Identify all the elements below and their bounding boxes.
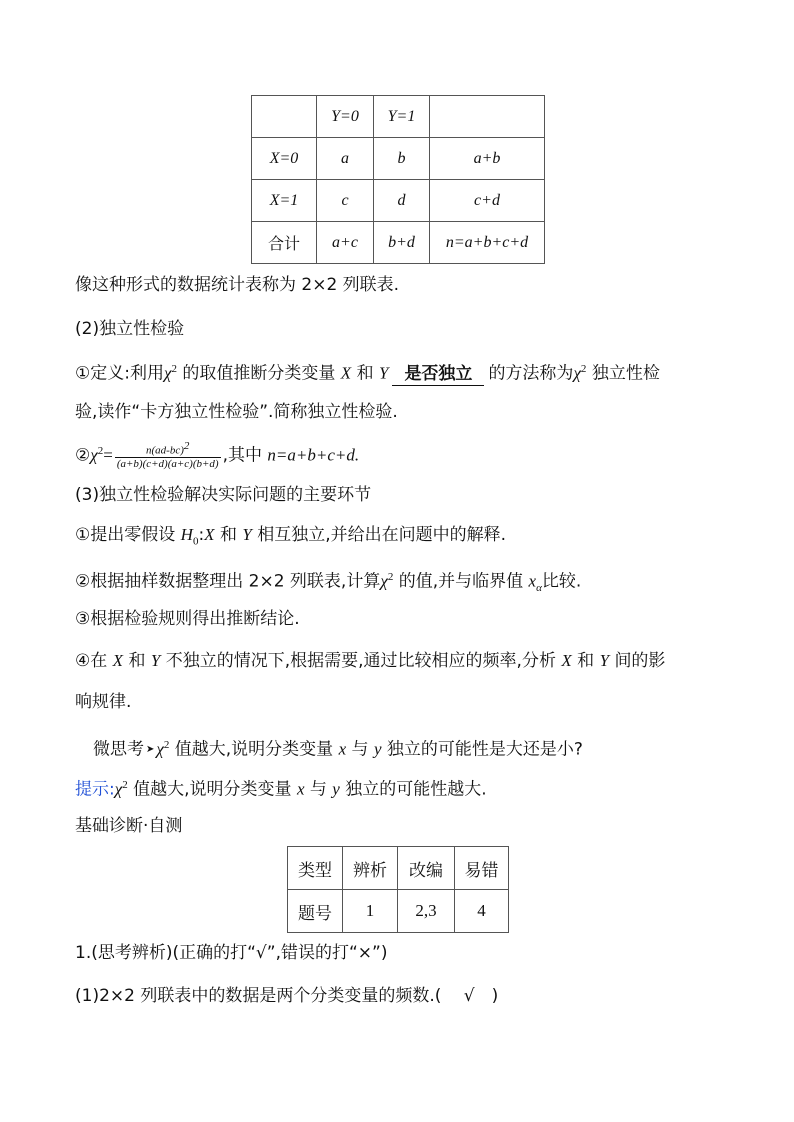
chi-square-fraction <box>115 440 221 472</box>
think-label: 微思考 <box>93 739 144 760</box>
text-span: ,其中 <box>222 445 262 466</box>
triangle-arrow-icon: ➤ <box>146 743 155 755</box>
text-span: 与 <box>351 739 369 760</box>
table-cell: c <box>317 180 374 222</box>
table-cell: d <box>374 180 430 222</box>
text-span: 值越大,说明分类变量 <box>174 739 334 760</box>
text-line: 验,读作“卡方独立性检验”.简称独立性检验. <box>75 402 398 422</box>
question-line: (1)2×2 列联表中的数据是两个分类变量的频数.( √ ) <box>75 986 499 1006</box>
subscript: α <box>536 582 542 595</box>
text-line: 响规律. <box>75 692 132 712</box>
var-x: x <box>338 739 347 759</box>
text-span: 的值,并与临界值 <box>398 571 524 592</box>
table-row <box>252 96 545 138</box>
chi-symbol: χ <box>156 739 164 759</box>
table-cell: n=a+b+c+d <box>430 222 545 264</box>
var-y: Y <box>242 525 252 544</box>
subscript: 0 <box>192 535 199 548</box>
chi-symbol: χ <box>380 571 388 591</box>
table-cell: b+d <box>374 222 430 264</box>
table-cell: 4 <box>455 890 509 933</box>
text-span: 的取值推断分类变量 <box>182 363 336 384</box>
text-span: 比较. <box>541 571 582 592</box>
var-x: x <box>296 779 305 799</box>
contingency-table <box>251 95 545 264</box>
text-span: 与 <box>309 779 327 800</box>
table-cell <box>252 96 317 138</box>
var-x: X <box>561 651 572 670</box>
table-row <box>252 180 545 222</box>
table-row <box>288 847 509 890</box>
var-y: y <box>332 779 340 799</box>
section-heading: 基础诊断·自测 <box>75 816 183 836</box>
text-span: ② <box>75 445 91 466</box>
text-span: ①定义:利用 <box>75 363 164 384</box>
table-cell: 1 <box>343 890 398 933</box>
step-line: ③根据检验规则得出推断结论. <box>75 609 300 629</box>
equals-sign: = <box>103 445 113 465</box>
question-line: 1.(思考辨析)(正确的打“√”,错误的打“×”) <box>75 943 388 963</box>
table-cell: 改编 <box>398 847 455 890</box>
definition-line <box>75 358 660 386</box>
text-span: 和 <box>356 363 374 384</box>
superscript: 2 <box>122 779 128 791</box>
text-span: ①提出零假设 <box>75 525 176 545</box>
step-line <box>75 524 506 552</box>
var-y: y <box>373 739 382 759</box>
var-y: Y <box>599 651 610 670</box>
section-heading: (3)独立性检验解决实际问题的主要环节 <box>75 485 372 505</box>
chi-symbol: χ <box>163 363 172 383</box>
table-cell: X=1 <box>252 180 317 222</box>
table-cell: 易错 <box>455 847 509 890</box>
text-span: 独立性检 <box>591 363 660 384</box>
table-cell <box>430 96 545 138</box>
formula-n: n=a+b+c+d. <box>267 445 360 465</box>
superscript: 2 <box>97 445 104 457</box>
hint-answer <box>75 774 487 801</box>
question-type-table <box>287 846 509 933</box>
table-row <box>252 222 545 264</box>
text-line: 像这种形式的数据统计表称为 2×2 列联表. <box>75 275 400 295</box>
table-cell: a+b <box>430 138 545 180</box>
text-span: 独立的可能性越大. <box>345 779 487 800</box>
table-cell: 辨析 <box>343 847 398 890</box>
hint-label: 提示: <box>75 779 115 800</box>
text-span: 间的影 <box>614 651 666 671</box>
fill-blank-answer: 是否独立 <box>392 363 484 386</box>
superscript: 2 <box>387 571 394 583</box>
table-row <box>252 138 545 180</box>
chi-symbol: χ <box>90 445 98 465</box>
step-line <box>75 566 581 599</box>
var-y: Y <box>150 651 161 670</box>
chi-symbol: χ <box>573 363 581 383</box>
text-span: 值越大,说明分类变量 <box>133 779 292 800</box>
table-cell: c+d <box>430 180 545 222</box>
var-x: X <box>340 363 352 383</box>
text-span: 的方法称为 <box>488 363 574 384</box>
superscript: 2 <box>171 363 177 375</box>
fraction-denominator: (a+b)(c+d)(a+c)(b+d) <box>116 458 219 471</box>
superscript: 2 <box>183 439 190 452</box>
var-y: Y <box>378 363 389 383</box>
var-x: X <box>112 651 124 670</box>
var-x: X <box>204 525 215 544</box>
text-span: 和 <box>219 525 237 545</box>
formula-line <box>75 436 359 471</box>
table-cell: Y=1 <box>374 96 430 138</box>
chi-symbol: χ <box>114 779 123 799</box>
text-span: 和 <box>577 651 595 671</box>
think-question <box>93 734 583 761</box>
superscript: 2 <box>580 363 587 375</box>
section-heading: (2)独立性检验 <box>75 319 185 339</box>
table-cell: 合计 <box>252 222 317 264</box>
text-span: 不独立的情况下,根据需要,通过比较相应的频率,分析 <box>165 651 556 671</box>
text-span: 和 <box>128 651 146 671</box>
table-cell: 2,3 <box>398 890 455 933</box>
text-span: ④在 <box>75 651 108 671</box>
table-cell: a+c <box>317 222 374 264</box>
table-cell: a <box>317 138 374 180</box>
fraction-numerator <box>115 440 221 459</box>
step-line <box>75 650 665 672</box>
text-span: n(ad-bc) <box>146 444 184 457</box>
text-span: : <box>198 525 205 545</box>
null-hypothesis: H <box>180 525 193 544</box>
text-span: 相互独立,并给出在问题中的解释. <box>257 525 507 545</box>
superscript: 2 <box>163 739 170 751</box>
text-span: ②根据抽样数据整理出 2×2 列联表,计算 <box>75 571 381 592</box>
critical-value: x <box>528 571 537 591</box>
table-cell: Y=0 <box>317 96 374 138</box>
table-cell: b <box>374 138 430 180</box>
table-cell: 题号 <box>288 890 343 933</box>
table-cell: X=0 <box>252 138 317 180</box>
table-cell: 类型 <box>288 847 343 890</box>
text-span: 独立的可能性是大还是小? <box>386 739 583 760</box>
table-row <box>288 890 509 933</box>
